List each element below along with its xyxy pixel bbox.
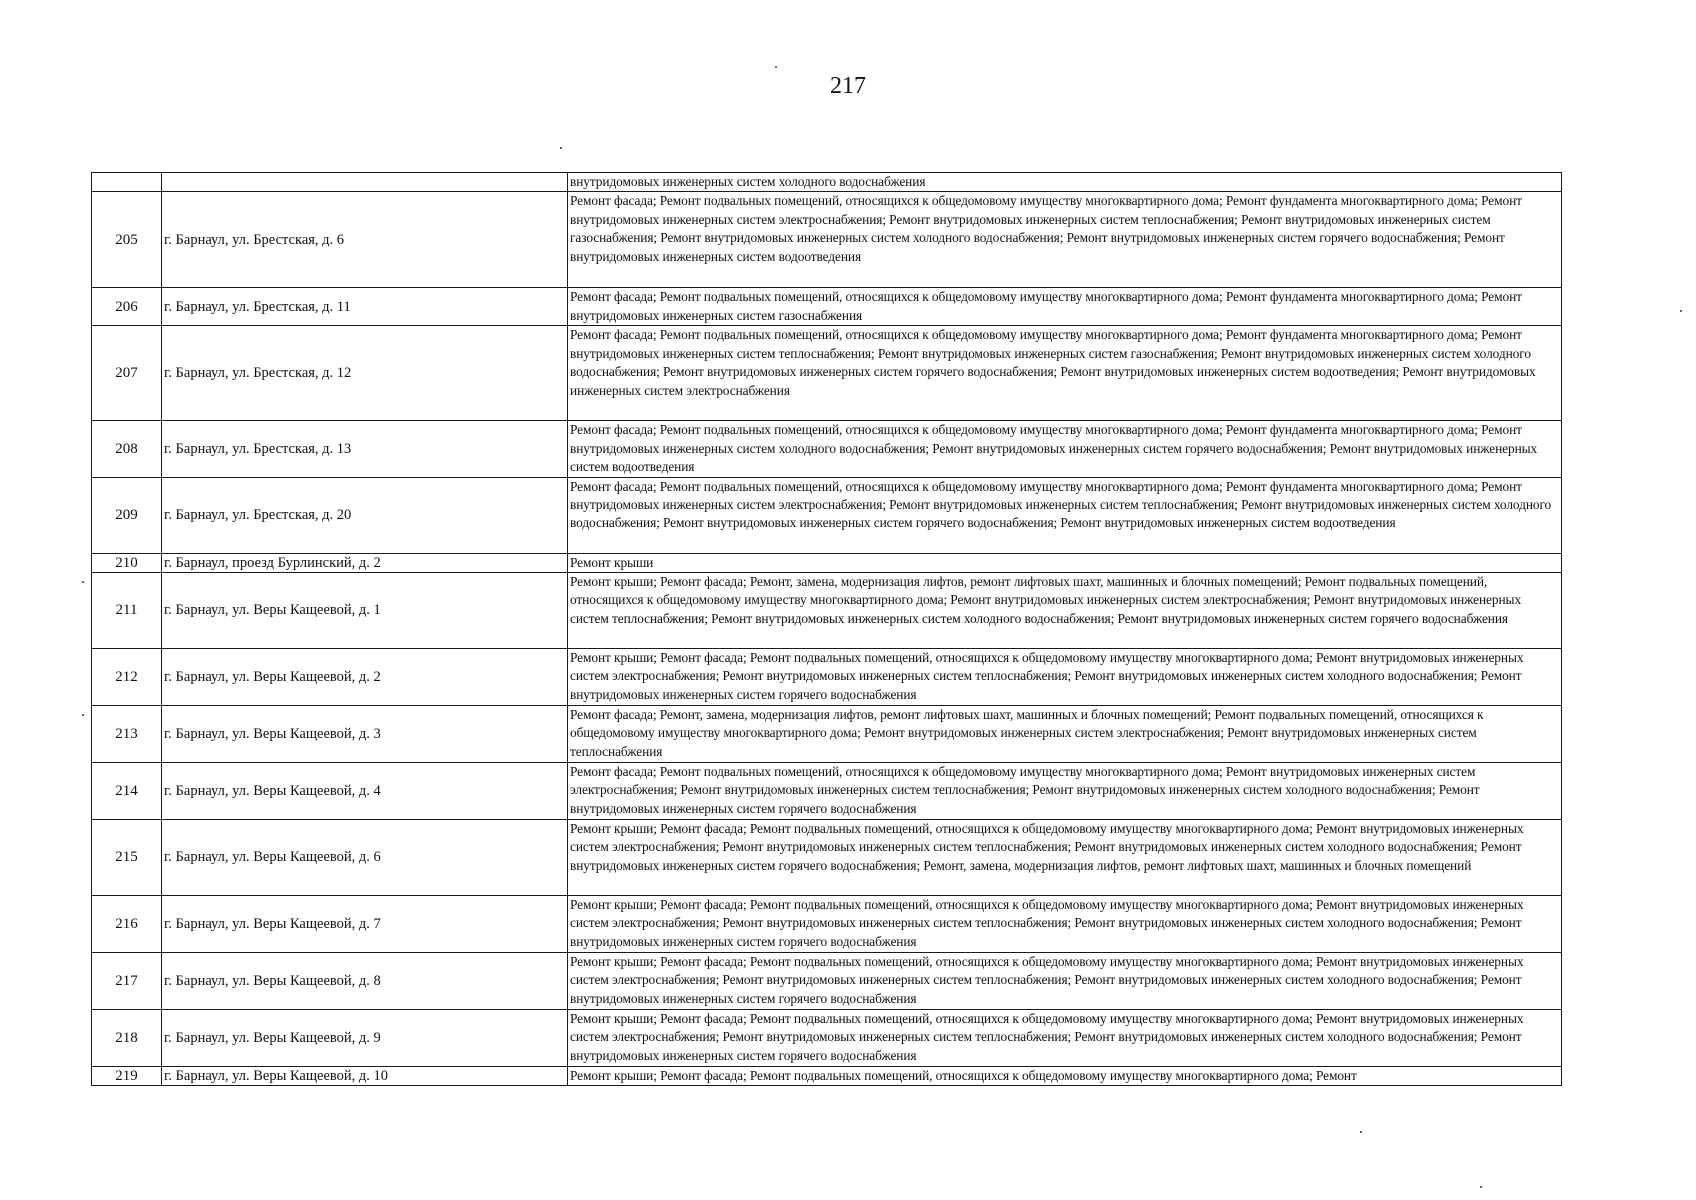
row-works: Ремонт крыши; Ремонт фасада; Ремонт подвальных помещений, относящихся к общедомовому имуществу многоквартирного дома; Ремонт внутридомовых инженерных систем электроснабжения; Ремонт внутридомовых инженерных систем теплоснабжения; Ремонт внутридомовых инженерных систем холодного водоснабжения; Ремонт внутридомовых инженерных систем горячего водоснабжения — [568, 649, 1562, 706]
table-row — [92, 1010, 1562, 1067]
scan-speck — [560, 147, 562, 149]
table-row — [92, 649, 1562, 706]
row-works: Ремонт фасада; Ремонт, замена, модернизация лифтов, ремонт лифтовых шахт, машинных и блочных помещений; Ремонт подвальных помещений, относящихся к общедомовому имуществу многоквартирного дома; Ремонт внутридомовых инженерных систем электроснабжения; Ремонт внутридомовых инженерных систем теплоснабжения — [568, 706, 1562, 763]
row-works: Ремонт крыши; Ремонт фасада; Ремонт подвальных помещений, относящихся к общедомовому имуществу многоквартирного дома; Ремонт внутридомовых инженерных систем электроснабжения; Ремонт внутридомовых инженерных систем теплоснабжения; Ремонт внутридомовых инженерных систем холодного водоснабжения; Ремонт внутридомовых инженерных систем горячего водоснабжения — [568, 1010, 1562, 1067]
table-row — [92, 896, 1562, 953]
row-number: 206 — [92, 288, 162, 326]
row-address: г. Барнаул, ул. Веры Кащеевой, д. 7 — [162, 896, 568, 953]
table-row — [92, 820, 1562, 896]
row-address: г. Барнаул, ул. Брестская, д. 13 — [162, 421, 568, 477]
table-row — [92, 288, 1562, 326]
row-number: 216 — [92, 896, 162, 953]
row-address: г. Барнаул, ул. Веры Кащеевой, д. 9 — [162, 1010, 568, 1067]
row-number: 219 — [92, 1067, 162, 1086]
repair-works-table — [91, 172, 1562, 1086]
table-row — [92, 953, 1562, 1010]
row-number: 205 — [92, 192, 162, 288]
row-number — [92, 173, 162, 192]
row-address: г. Барнаул, ул. Веры Кащеевой, д. 4 — [162, 763, 568, 820]
scan-speck — [775, 66, 777, 68]
row-number: 212 — [92, 649, 162, 706]
table-row — [92, 706, 1562, 763]
page-number: 217 — [830, 73, 866, 99]
row-number: 213 — [92, 706, 162, 763]
row-address: г. Барнаул, ул. Брестская, д. 11 — [162, 288, 568, 326]
row-works: внутридомовых инженерных систем холодного водоснабжения — [568, 173, 1562, 192]
scan-speck — [1480, 1186, 1482, 1188]
row-number: 215 — [92, 820, 162, 896]
row-works: Ремонт фасада; Ремонт подвальных помещений, относящихся к общедомовому имуществу многоквартирного дома; Ремонт фундамента многоквартирного дома; Ремонт внутридомовых инженерных систем электроснабжения; Ремонт внутридомовых инженерных систем теплоснабжения; Ремонт внутридомовых инженерных систем холодного водоснабжения; Ремонт внутридомовых инженерных систем горячего водоснабжения; Ремонт внутридомовых инженерных систем водоотведения — [568, 477, 1562, 553]
table-row — [92, 573, 1562, 649]
table-row — [92, 173, 1562, 192]
table-body — [92, 173, 1562, 1086]
table-row — [92, 477, 1562, 553]
row-works: Ремонт крыши — [568, 553, 1562, 572]
scan-speck — [82, 714, 84, 716]
table-row — [92, 192, 1562, 288]
row-address — [162, 173, 568, 192]
scan-speck — [1360, 1131, 1362, 1133]
row-number: 217 — [92, 953, 162, 1010]
table-row — [92, 421, 1562, 477]
scan-speck — [1680, 310, 1682, 312]
row-address: г. Барнаул, проезд Бурлинский, д. 2 — [162, 553, 568, 572]
row-works: Ремонт крыши; Ремонт фасада; Ремонт подвальных помещений, относящихся к общедомовому имуществу многоквартирного дома; Ремонт — [568, 1067, 1562, 1086]
row-works: Ремонт фасада; Ремонт подвальных помещений, относящихся к общедомовому имуществу многоквартирного дома; Ремонт фундамента многоквартирного дома; Ремонт внутридомовых инженерных систем холодного водоснабжения; Ремонт внутридомовых инженерных систем горячего водоснабжения; Ремонт внутридомовых инженерных систем водоотведения — [568, 421, 1562, 477]
row-number: 218 — [92, 1010, 162, 1067]
table-row — [92, 1067, 1562, 1086]
row-address: г. Барнаул, ул. Веры Кащеевой, д. 1 — [162, 573, 568, 649]
row-address: г. Барнаул, ул. Веры Кащеевой, д. 3 — [162, 706, 568, 763]
row-works: Ремонт крыши; Ремонт фасада; Ремонт подвальных помещений, относящихся к общедомовому имуществу многоквартирного дома; Ремонт внутридомовых инженерных систем электроснабжения; Ремонт внутридомовых инженерных систем теплоснабжения; Ремонт внутридомовых инженерных систем холодного водоснабжения; Ремонт внутридомовых инженерных систем горячего водоснабжения — [568, 896, 1562, 953]
row-works: Ремонт крыши; Ремонт фасада; Ремонт подвальных помещений, относящихся к общедомовому имуществу многоквартирного дома; Ремонт внутридомовых инженерных систем электроснабжения; Ремонт внутридомовых инженерных систем теплоснабжения; Ремонт внутридомовых инженерных систем холодного водоснабжения; Ремонт внутридомовых инженерных систем горячего водоснабжения — [568, 953, 1562, 1010]
row-works: Ремонт фасада; Ремонт подвальных помещений, относящихся к общедомовому имуществу многоквартирного дома; Ремонт фундамента многоквартирного дома; Ремонт внутридомовых инженерных систем газоснабжения — [568, 288, 1562, 326]
row-address: г. Барнаул, ул. Брестская, д. 6 — [162, 192, 568, 288]
table-row — [92, 553, 1562, 572]
row-works: Ремонт крыши; Ремонт фасада; Ремонт подвальных помещений, относящихся к общедомовому имуществу многоквартирного дома; Ремонт внутридомовых инженерных систем электроснабжения; Ремонт внутридомовых инженерных систем теплоснабжения; Ремонт внутридомовых инженерных систем холодного водоснабжения; Ремонт внутридомовых инженерных систем горячего водоснабжения; Ремонт, замена, модернизация лифтов, ремонт лифтовых шахт, машинных и блочных помещений — [568, 820, 1562, 896]
table-row — [92, 763, 1562, 820]
row-number: 210 — [92, 553, 162, 572]
row-number: 214 — [92, 763, 162, 820]
table-row — [92, 326, 1562, 421]
row-address: г. Барнаул, ул. Веры Кащеевой, д. 10 — [162, 1067, 568, 1086]
repair-works-table-container — [91, 172, 1561, 1086]
row-works: Ремонт крыши; Ремонт фасада; Ремонт, замена, модернизация лифтов, ремонт лифтовых шахт, машинных и блочных помещений; Ремонт подвальных помещений, относящихся к общедомовому имуществу многоквартирного дома; Ремонт внутридомовых инженерных систем электроснабжения; Ремонт внутридомовых инженерных систем теплоснабжения; Ремонт внутридомовых инженерных систем холодного водоснабжения; Ремонт внутридомовых инженерных систем горячего водоснабжения — [568, 573, 1562, 649]
row-address: г. Барнаул, ул. Брестская, д. 12 — [162, 326, 568, 421]
row-address: г. Барнаул, ул. Веры Кащеевой, д. 2 — [162, 649, 568, 706]
row-works: Ремонт фасада; Ремонт подвальных помещений, относящихся к общедомовому имуществу многоквартирного дома; Ремонт фундамента многоквартирного дома; Ремонт внутридомовых инженерных систем теплоснабжения; Ремонт внутридомовых инженерных систем газоснабжения; Ремонт внутридомовых инженерных систем холодного водоснабжения; Ремонт внутридомовых инженерных систем горячего водоснабжения; Ремонт внутридомовых инженерных систем водоотведения; Ремонт внутридомовых инженерных систем электроснабжения — [568, 326, 1562, 421]
row-address: г. Барнаул, ул. Брестская, д. 20 — [162, 477, 568, 553]
row-address: г. Барнаул, ул. Веры Кащеевой, д. 6 — [162, 820, 568, 896]
row-works: Ремонт фасада; Ремонт подвальных помещений, относящихся к общедомовому имуществу многоквартирного дома; Ремонт внутридомовых инженерных систем электроснабжения; Ремонт внутридомовых инженерных систем теплоснабжения; Ремонт внутридомовых инженерных систем холодного водоснабжения; Ремонт внутридомовых инженерных систем горячего водоснабжения — [568, 763, 1562, 820]
row-number: 211 — [92, 573, 162, 649]
row-address: г. Барнаул, ул. Веры Кащеевой, д. 8 — [162, 953, 568, 1010]
row-works: Ремонт фасада; Ремонт подвальных помещений, относящихся к общедомовому имуществу многоквартирного дома; Ремонт фундамента многоквартирного дома; Ремонт внутридомовых инженерных систем электроснабжения; Ремонт внутридомовых инженерных систем теплоснабжения; Ремонт внутридомовых инженерных систем газоснабжения; Ремонт внутридомовых инженерных систем холодного водоснабжения; Ремонт внутридомовых инженерных систем горячего водоснабжения; Ремонт внутридомовых инженерных систем водоотведения — [568, 192, 1562, 288]
row-number: 208 — [92, 421, 162, 477]
scan-speck — [82, 581, 84, 583]
row-number: 209 — [92, 477, 162, 553]
row-number: 207 — [92, 326, 162, 421]
